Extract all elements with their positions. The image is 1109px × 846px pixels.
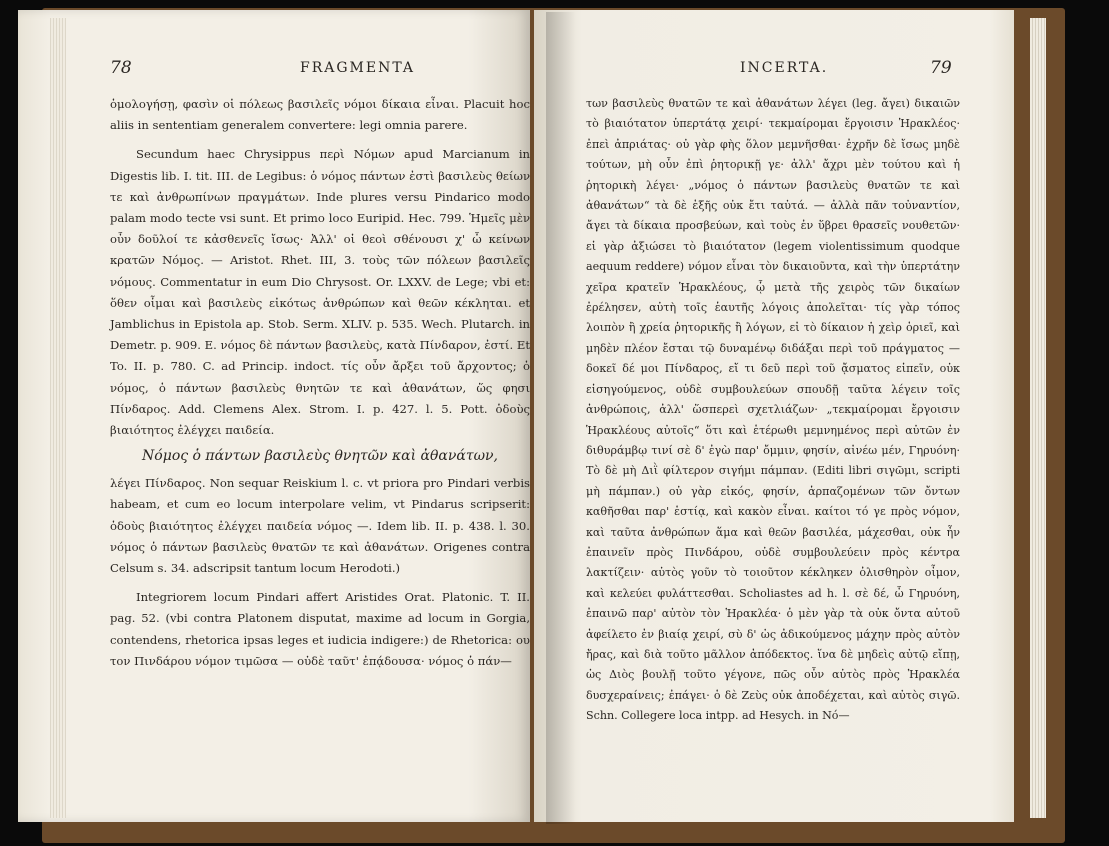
left-page-edges xyxy=(50,18,66,818)
left-page-header: FRAGMENTA xyxy=(300,60,416,76)
right-page-body xyxy=(586,94,960,727)
left-page-body xyxy=(110,94,530,672)
book-gutter xyxy=(546,12,576,824)
right-page-edges xyxy=(1030,18,1046,818)
left-paragraph: Integriorem locum Pindari affert Aristides Orat. Platonic. T. II. pag. 52. (vbi contra Platonem disputat, maxime ad locum in Gorgia, contendens, rhetorica ipsas leges et iudicia indigere:) de Rhetorica: ου τον Πινδάρου νόμον τιμῶσα — οὐδὲ ταῦτ' ἐπᾴδουσα· νόμος ὁ πάν— xyxy=(110,590,530,668)
pindar-verse: Νόμος ὁ πάντων βασιλεὺς θνητῶν καὶ ἀθανάτων, xyxy=(142,448,498,465)
left-paragraph: Secundum haec Chrysippus περὶ Νόμων apud Marcianum in Digestis lib. I. tit. III. de Legibus: ὁ νόμος πάντων ἐστὶ βασιλεὺς θείων τε καὶ ἀνθρωπίνων πραγμάτων. Inde plures versu Pindarico modo palam modo tecte vsi sunt. Et primo loco Euripid. Hec. 799. Ἡμεῖς μὲν οὖν δοῦλοί τε κἀσθενεῖς ἴσως· Ἀλλ' οἱ θεοὶ σθένουσι χ' ὦ κείνων κρατῶν Νόμος. — Aristot. Rhet. III, 3. τοὺς τῶν πόλεων βασιλεῖς νόμους. Commentatur in eum Dio Chrysost. Or. LXXV. de Lege; vbi et: ὅθεν οἶμαι καὶ βασιλεὺς εἰκότως ἀνθρώπων καὶ θεῶν κέκληται. et Jamblichus in Epistola ap. Stob. Serm. XLIV. p. 535. Wech. Plutarch. in Demetr. p. 909. E. νόμος δὲ πάντων βασιλεὺς, κατὰ Πίνδαρον, ἐστί. Et To. II. p. 780. C. ad Princip. indoct. τίς οὖν ἄρξει τοῦ ἄρχοντος; ὁ νόμος, ὁ πάντων βασιλεὺς θνητῶν τε καὶ ἀθανάτων, ὥς φησι Πίνδαρος. Add. Clemens Alex. Strom. I. p. 427. l. 5. Pott. ὁδοὺς βιαιότητος ἐλέγχει παιδεία. xyxy=(110,147,530,438)
left-paragraph: ὁμολογήσῃ, φασὶν οἱ πόλεως βασιλεῖς νόμοι δίκαια εἶναι. Placuit hoc aliis in sententiam generalem convertere: legi omnia parere. xyxy=(110,97,530,133)
left-paragraph: λέγει Πίνδαρος. Non sequar Reiskium l. c. vt priora pro Pindari verbis habeam, et cum eo locum interpolare velim, vt Pindarus scripserit: ὁδοὺς βιαιότητος ἐλέγχει παιδεία νόμος —. Idem lib. II. p. 438. l. 30. νόμος ὁ πάντων βασιλεὺς θνατῶν τε καὶ ἀθανάτων. Origenes contra Celsum s. 34. adscripsit tantum locum Herodoti.) xyxy=(110,476,530,576)
right-page-number: 79 xyxy=(930,58,952,78)
right-paragraph: των βασιλεὺς θνατῶν τε καὶ ἀθανάτων λέγει (leg. ἄγει) δικαιῶν τὸ βιαιότατον ὑπερτάτᾳ χειρί· τεκμαίρομαι ἔργοισιν Ἡρακλέος· ἐπεὶ ἀπριάτας· οὐ γὰρ φὴς ὅλον μεμνῆσθαι· ἐχρῆν δὲ ἴσως μηδὲ τούτων, μὴ οὖν ἐπὶ ῥητορικῇ γε· ἀλλ' ἄχρι μὲν τούτου καὶ ἡ ῥητορικὴ λέγει· „νόμος ὁ πάντων βασιλεὺς θνατῶν τε καὶ ἀθανάτων“ τὰ δὲ ἑξῆς οὐκ ἔτι ταὐτά. — ἀλλὰ πᾶν τοὐναντίον, ἄγει τὰ δίκαια προσβεύων, καὶ τοὺς ἐν ὕβρει θρασεῖς νουθετῶν· εἰ γὰρ ἀξιώσει τὸ βιαιότατον (legem violentissimum quodque aequum reddere) νόμον εἶναι τὸν δικαιοῦντα, καὶ τὴν ὑπερτάτην χεῖρα κρατεῖν Ἡρακλέους, ᾧ μετὰ τῆς χειρὸς τῶν δικαίων ἐρέλησεν, αὐτὴ τοῖς ἑαυτῆς λόγοις ἀπολεῖται· τίς γὰρ τόπος λοιπὸν ἢ χρεία ῥητορικῆς ἢ λόγων, εἰ τὸ δίκαιον ἡ χεὶρ ὁριεῖ, καὶ μηδὲν πλέον ἔσται τῷ δυναμένῳ διδάξαι περὶ τοῦ πράγματος — δοκεῖ δέ μοι Πίνδαρος, εἴ τι δεῦ περὶ τοῦ ᾄσματος εἰπεῖν, οὐκ εἰσηγούμενος, οὐδὲ συμβουλεύων σπουδῇ ταῦτα λέγειν τοῖς ἀνθρώποις, ἀλλ' ὥσπερεὶ σχετλιάζων· „τεκμαίρομαι ἔργοισιν Ἡρακλέους αὐτοῖς“ ὅτι καὶ ἑτέρωθι μεμνημένος περὶ αὐτῶν ἐν διθυράμβῳ τινί σὲ δ' ἐγὼ παρ' ὄμμιν, φησίν, αἰνέω μέν, Γηρυόνη· Τὸ δὲ μὴ Διῒ φίλτερον σιγήμι πάμπαν. (Editi libri σιγῶμι, scripti μὴ πάμπαν.) οὐ γὰρ εἰκός, φησίν, ἁρπαζομένων τῶν ὄντων καθῆσθαι παρ' ἑστίᾳ, καὶ κακὸν εἶναι. καίτοι τό γε πρὸς νόμον, καὶ ταῦτα ἀνθρώπων ἅμα καὶ θεῶν βασιλέα, μάχεσθαι, οὐκ ἦν ἐπαινεῖν πρὸς Πινδάρου, οὐδὲ συμβουλεύειν πρὸς κέντρα λακτίζειν· αὐτὸς γοῦν τὸ τοιοῦτον κέκληκεν ὀλισθηρὸν οἶμον, καὶ κελεύει φυλάττεσθαι. Scholiastes ad h. l. σὲ δέ, ὦ Γηρυόνη, ἐπαινῶ παρ' αὐτὸν τὸν Ἡρακλέα· ὁ μὲν γὰρ τὰ οὐκ ὄντα αὐτοῦ ἀφείλετο ἐν βιαίᾳ χειρί, σὺ δ' ὡς ἀδικούμενος μάχην πρὸς αὐτὸν ἤρας, καὶ διὰ τοῦτο μᾶλλον ἀπόδεκτος. ἵνα δὲ μηδεὶς αὐτῷ εἴπῃ, ὡς Διὸς βουλῇ τοῦτο γέγονε, πῶς οὖν αὐτὸς πρὸς Ἡρακλέα δυσχεραίνεις; ἐπάγει· ὁ δὲ Ζεὺς οὐκ ἀποδέχεται, καὶ αὐτὸς σιγῶ. Schn. Collegere loca intpp. ad Hesych. in Νό— xyxy=(586,97,960,723)
right-page-header: INCERTA. xyxy=(740,60,829,76)
left-page-number: 78 xyxy=(110,58,132,78)
